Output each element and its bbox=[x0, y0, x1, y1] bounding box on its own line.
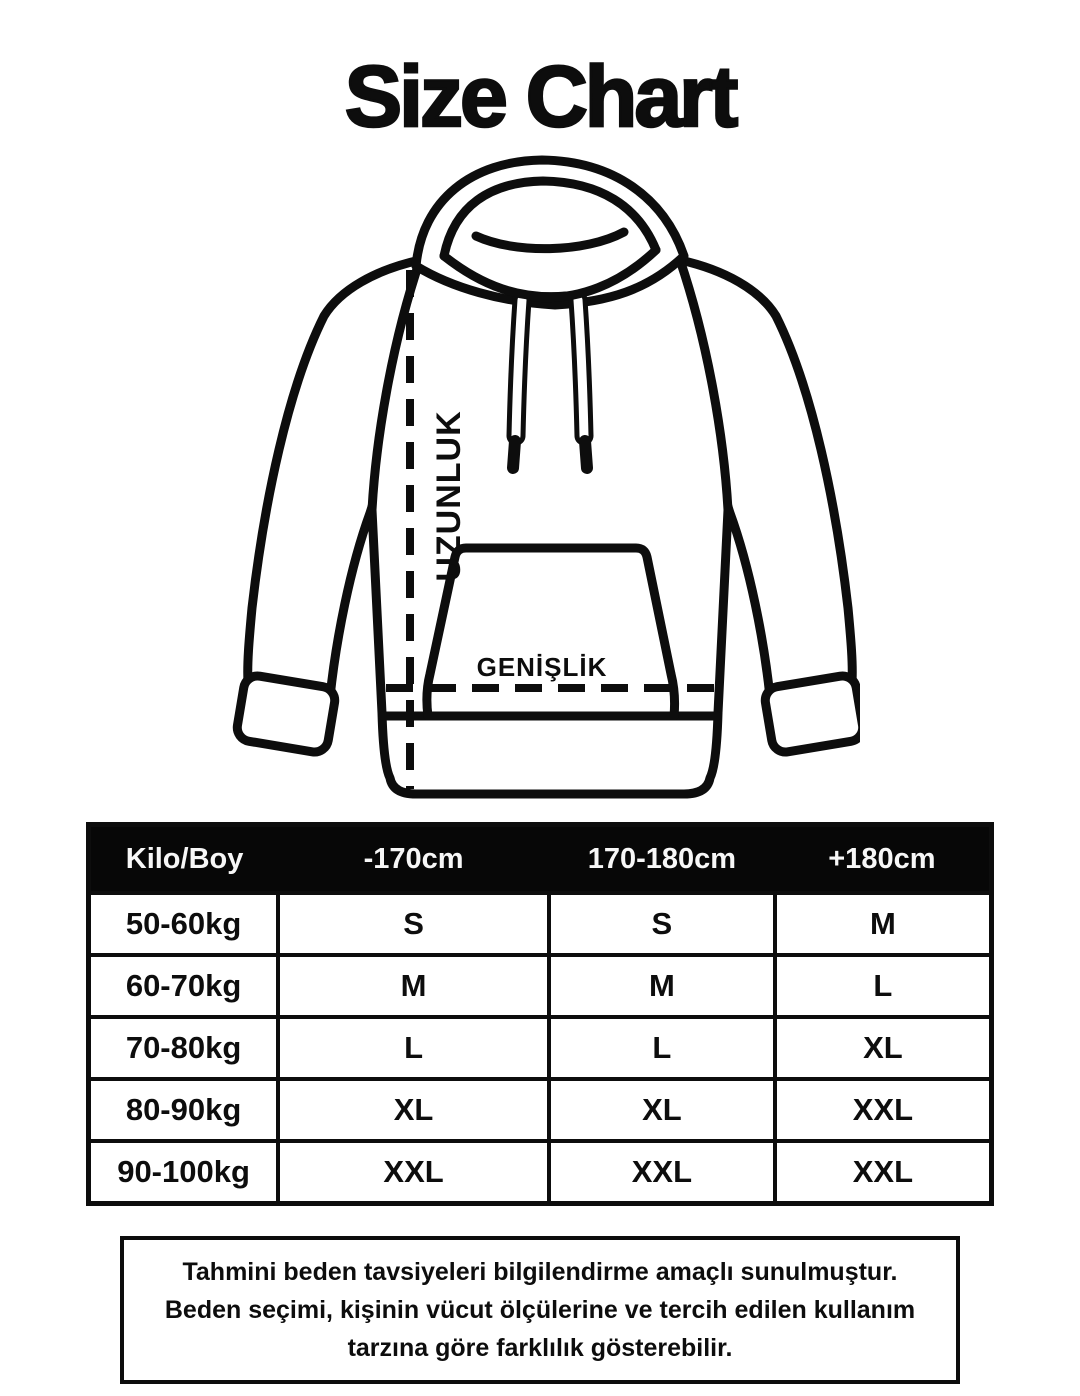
table-row bbox=[89, 1017, 992, 1079]
hoodie-diagram-container bbox=[0, 148, 1080, 808]
disclaimer-line: tarzına göre farklılık gösterebilir. bbox=[347, 1334, 733, 1362]
weight-cell: 50-60kg bbox=[89, 893, 279, 955]
weight-cell: 60-70kg bbox=[89, 955, 279, 1017]
table-row bbox=[89, 1141, 992, 1204]
aglet-left bbox=[513, 441, 515, 468]
size-cell: L bbox=[775, 955, 992, 1017]
size-cell: M bbox=[549, 955, 775, 1017]
header-cell-kilo-boy: Kilo/Boy bbox=[89, 825, 279, 894]
size-cell: XXL bbox=[549, 1141, 775, 1204]
size-cell: XXL bbox=[278, 1141, 549, 1204]
size-cell: M bbox=[278, 955, 549, 1017]
aglet-right bbox=[585, 441, 587, 468]
weight-cell: 80-90kg bbox=[89, 1079, 279, 1141]
table-row bbox=[89, 893, 992, 955]
length-label: UZUNLUK bbox=[430, 410, 468, 582]
disclaimer-line: Beden seçimi, kişinin vücut ölçülerine ve tercih edilen kullanım bbox=[164, 1296, 916, 1324]
size-cell: XL bbox=[278, 1079, 549, 1141]
weight-cell: 90-100kg bbox=[89, 1141, 279, 1204]
size-cell: L bbox=[278, 1017, 549, 1079]
size-cell: XXL bbox=[775, 1141, 992, 1204]
drawstring-right bbox=[578, 300, 587, 468]
size-cell: XL bbox=[549, 1079, 775, 1141]
table-row bbox=[89, 955, 992, 1017]
table-row bbox=[89, 1079, 992, 1141]
size-cell: XXL bbox=[775, 1079, 992, 1141]
table-header-row bbox=[89, 825, 992, 894]
header-cell-170-180cm: 170-180cm bbox=[549, 825, 775, 894]
disclaimer-box bbox=[120, 1236, 960, 1384]
size-cell: XL bbox=[775, 1017, 992, 1079]
weight-cell: 70-80kg bbox=[89, 1017, 279, 1079]
cuff-right bbox=[763, 674, 860, 754]
drawstring-left bbox=[513, 300, 522, 468]
hoodie-diagram bbox=[220, 148, 860, 808]
header-cell-over-180cm: +180cm bbox=[775, 825, 992, 894]
size-cell: M bbox=[775, 893, 992, 955]
disclaimer-line: Tahmini beden tavsiyeleri bilgilendirme amaçlı sunulmuştur. bbox=[182, 1258, 898, 1286]
cuff-left bbox=[235, 674, 337, 754]
size-cell: S bbox=[278, 893, 549, 955]
header-cell-under-170cm: -170cm bbox=[278, 825, 549, 894]
page-title: Size Chart bbox=[344, 49, 736, 145]
size-cell: L bbox=[549, 1017, 775, 1079]
size-table bbox=[86, 822, 994, 1206]
width-label: GENİŞLİK bbox=[476, 652, 608, 682]
size-cell: S bbox=[549, 893, 775, 955]
